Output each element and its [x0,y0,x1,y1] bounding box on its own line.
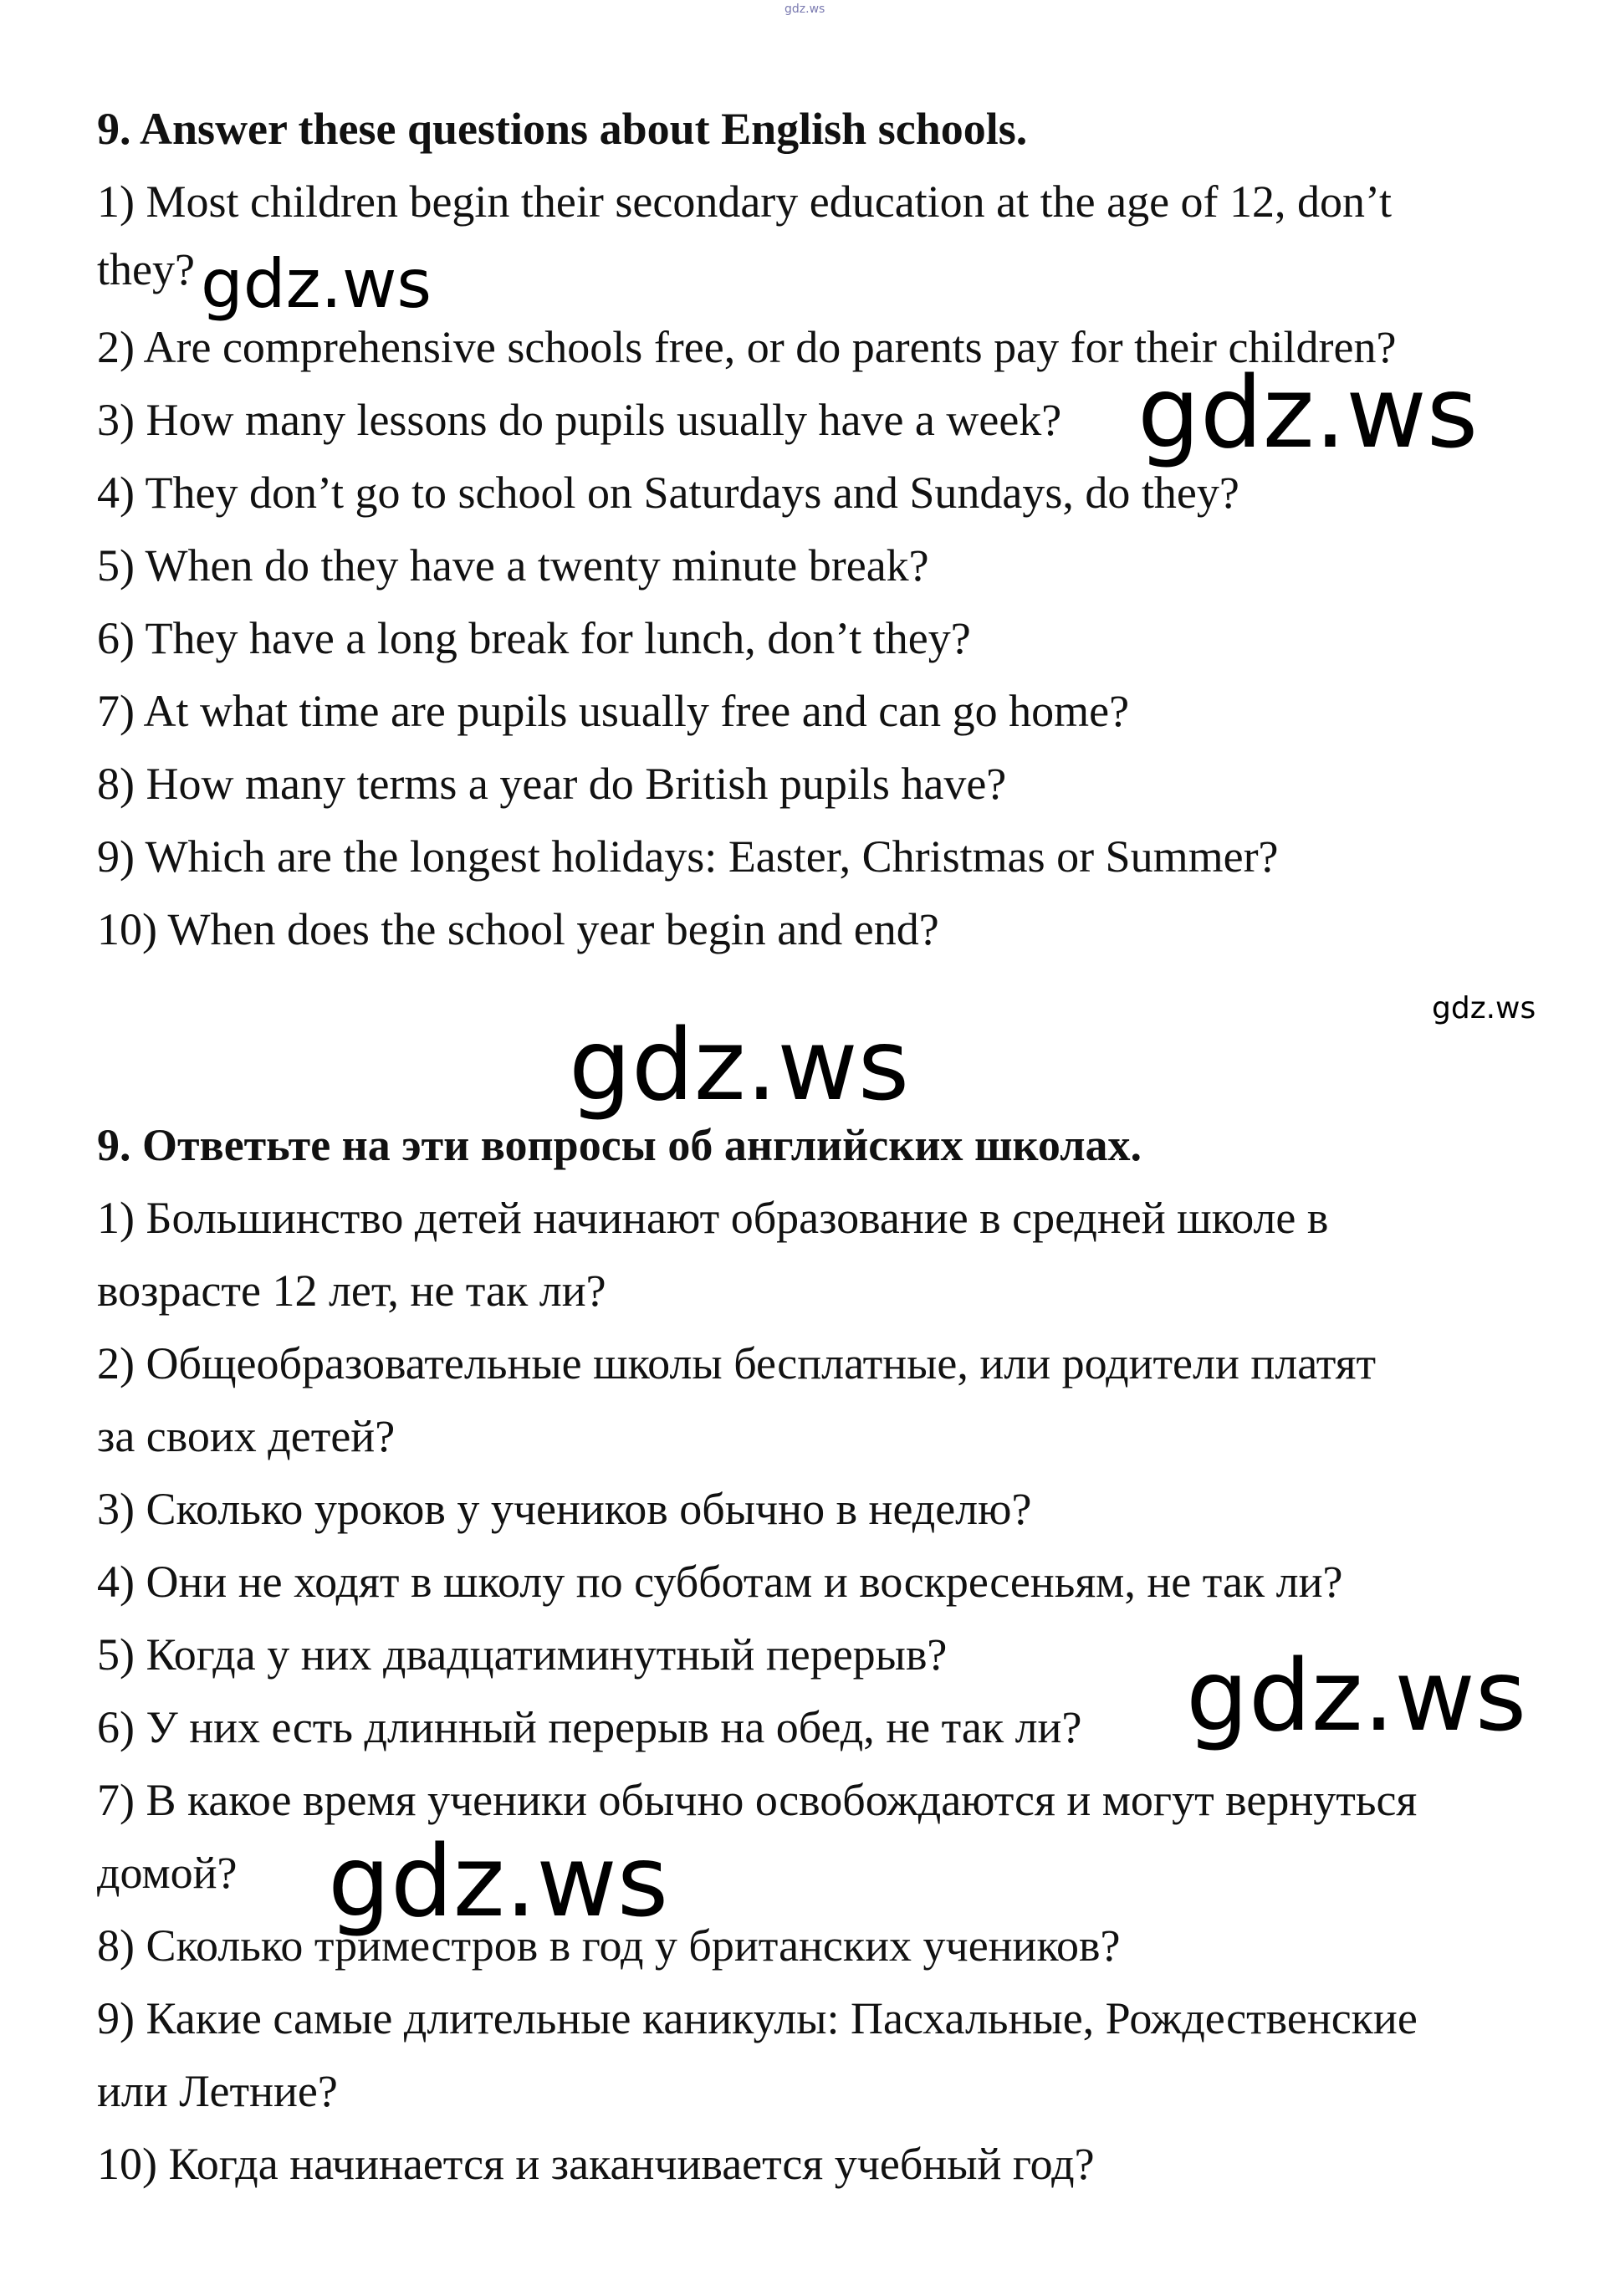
russian-question-line: 7) В какое время ученики обычно освобождаются и могут вернуться [97,1775,1418,1825]
english-question-line: they? [97,244,195,294]
russian-question-line: 6) У них есть длинный перерыв на обед, не так ли? [97,1702,1082,1752]
english-question-line: 7) At what time are pupils usually free and can go home? [97,686,1130,736]
russian-title: 9. Ответьте на эти вопросы об английских школах. [97,1120,1142,1170]
russian-question-line: или Летние? [97,2066,338,2116]
english-question-line: 3) How many lessons do pupils usually have a week? [97,395,1062,445]
english-question-line: 5) When do they have a twenty minute break? [97,540,929,591]
english-question-line: 1) Most children begin their secondary education at the age of 12, don’t [97,176,1393,227]
russian-question-line: за своих детей? [97,1411,396,1461]
english-question-line: 2) Are comprehensive schools free, or do parents pay for their children? [97,322,1397,372]
english-question-line: 4) They don’t go to school on Saturdays and Sundays, do they? [97,468,1239,518]
english-question-line: 9) Which are the longest holidays: Easter, Christmas or Summer? [97,831,1279,882]
watermark: gdz.ws [569,1007,910,1122]
english-question-line: 6) They have a long break for lunch, don’t they? [97,613,971,663]
watermark: gdz.ws [1137,355,1479,470]
russian-question-line: 1) Большинство детей начинают образование в средней школе в [97,1193,1329,1243]
russian-question-line: 9) Какие самые длительные каникулы: Пасхальные, Рождественские [97,1993,1418,2043]
russian-question-line: возрасте 12 лет, не так ли? [97,1266,606,1316]
russian-question-line: домой? [97,1848,238,1898]
russian-question-line: 4) Они не ходят в школу по субботам и воскресеньям, не так ли? [97,1557,1343,1607]
watermark: gdz.ws [1432,991,1536,1025]
russian-question-line: 5) Когда у них двадцатиминутный перерыв? [97,1629,948,1680]
english-question-line: 10) When does the school year begin and end? [97,904,939,954]
watermark: gdz.ws [328,1823,669,1939]
russian-question-line: 3) Сколько уроков у учеников обычно в неделю? [97,1484,1032,1534]
russian-question-line: 8) Сколько триместров в год у британских учеников? [97,1920,1121,1971]
english-question-line: 8) How many terms a year do British pupils have? [97,759,1007,809]
watermark-top: gdz.ws [785,3,825,16]
russian-question-line: 2) Общеобразовательные школы бесплатные, или родители платят [97,1338,1377,1388]
english-title: 9. Answer these questions about English schools. [97,104,1028,154]
watermark: gdz.ws [1186,1638,1527,1753]
russian-question-line: 10) Когда начинается и заканчивается учебный год? [97,2139,1095,2189]
watermark: gdz.ws [201,245,432,323]
